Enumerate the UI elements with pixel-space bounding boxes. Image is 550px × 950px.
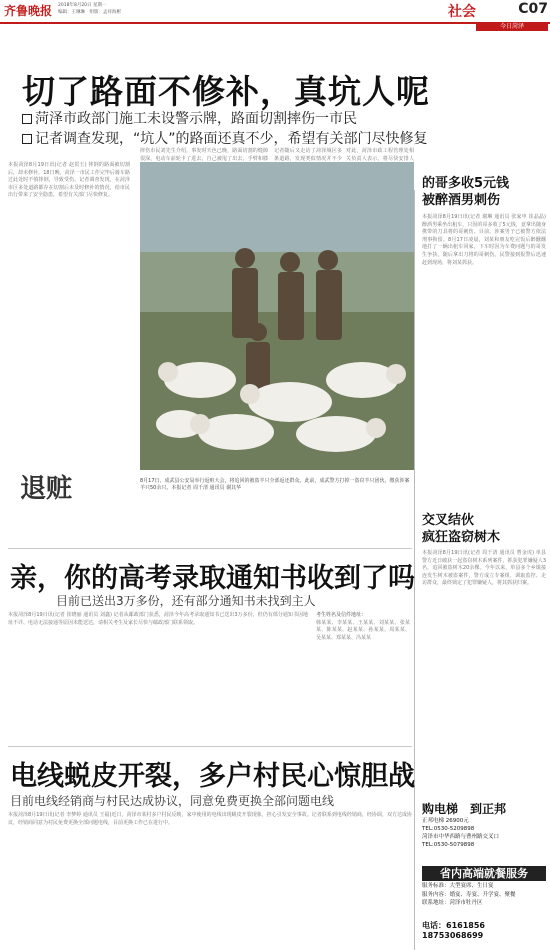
checkbox-bullet-icon xyxy=(22,134,32,144)
side1-headline-line1: 的哥多收5元钱 xyxy=(422,176,510,191)
elevator-ad-line3: 菏泽市中华西路与曹州路交叉口 xyxy=(422,834,500,840)
section-name: 社会 xyxy=(448,4,476,20)
lead-deck-1 xyxy=(22,108,357,128)
exam-names xyxy=(316,612,410,736)
section-rule xyxy=(8,746,412,747)
side1-headline xyxy=(422,175,546,209)
exam-deck: 目前已送出3万多份，还有部分通知书未找到主人 xyxy=(56,594,316,608)
deck-text: 菏泽市政部门施工未设警示牌，路面切割摔伤一市民 xyxy=(35,111,357,127)
date-line xyxy=(58,2,158,16)
lead-body-col1: 本报菏泽8月19日讯(记者 赵贯玉) 摔倒的路面被切割后，却未修补。18日晚，菏泽一市民工作完毕后骑车路过此处时不慎摔倒，导致受伤。记者调查发现，在菏泽市区多处道路都存在切割后未及时修补的情况，给市民出行带来了安全隐患，希望有关部门尽快修复。 xyxy=(8,162,130,199)
section-tag: 今日菏泽 xyxy=(476,23,548,31)
photo-scene xyxy=(140,162,414,470)
lead-body-col2: 摔伤市民刘先生介绍，事发时天色已晚，路面切割的缝隙很深，电动车前轮卡了进去，自己被甩了出去，手臂和膝 xyxy=(140,148,268,162)
checkbox-bullet-icon xyxy=(22,114,32,124)
wire-headline: 电线蜕皮开裂，多户村民心惊胆战 xyxy=(10,761,415,792)
dining-ad-body xyxy=(422,882,546,908)
side2-body: 本报菏泽8月19日讯(记者 周千清 通讯员 曹金虎) 单县警方近日破获一起盗窃树木系列案件，抓获犯罪嫌疑人3名，追回被盗树木20余棵。今年以来，单县多个乡镇接连发生树木被盗案件，警方成立专案组，调取监控、走访群众，最终锁定了犯罪嫌疑人，将其抓获归案。 xyxy=(422,550,546,587)
lead-deck-2 xyxy=(22,128,428,148)
lead-body-col3: 记者随后又走访了菏泽城区多条道路，发现类似情况并不少 xyxy=(274,148,342,162)
dining-ad-title: 省内高端就餐服务 xyxy=(422,866,546,881)
wire-body: 本报菏泽8月19日讯(记者 李梦婷 通讯员 王福)近日，菏泽市某村多户村民反映，家中使用的电线出现蜕皮开裂现象，担心引发安全事故。记者联系到电线经销商，经协调，双方达成协议，经销商同意为村民免费更换全部问题电线，目前更换工作已在进行中。 xyxy=(8,812,412,826)
exam-body: 本报菏泽8月19日讯(记者 崔晓丽 通讯员 刘鑫) 记者从邮政部门获悉，菏泽今年高考录取通知书已送出3万多份，但仍有部分通知书因地址不详、电话无法接通等原因未能送达，请相关考生及家长尽快与邮政部门联系领取。 xyxy=(8,612,308,626)
photo-caption: 8月17日，成武县公安局举行返赃大会，将追回的被盗羊只全部返还群众。此前，成武警方打掉一盗窃羊只团伙，缴获涉案羊只50余只。本报记者 周千清 通讯员 谢其华 xyxy=(140,478,410,492)
exam-names-label: 考生姓名及信件地址： xyxy=(316,612,367,618)
dining-ad-phone: 电话：6161856 18753068699 xyxy=(422,921,493,940)
side1-body: 本报菏泽8月19日讯(记者 谢琳 通讯员 张家申 崔晶晶) 醉酒男乘坐出租车，只因的哥多收了5元钱，竟拿出随身携带的刀具将的哥刺伤。目前，涉案男子已被警方依法刑事拘留。8月17日凌晨，刘某和朋友吃完饭后醉醺醺地打了一辆出租车回家，下车时因为车费问题与的哥发生争执，随后拿出刀将的哥刺伤。民警接到报警后迅速赶到现场，将刘某抓获。 xyxy=(422,214,546,266)
elevator-ad-line1: 正邦电梯 26900元 xyxy=(422,818,469,824)
photo-title: 退赃 xyxy=(20,474,73,504)
page-number: C07 xyxy=(518,1,548,17)
paper-name: 齐鲁晚报 xyxy=(4,4,53,18)
exam-names-list: 韩某某、李某某、王某某、刘某某、张某某、陈某某、赵某某、孙某某、周某某、吴某某、郑某某、冯某某 xyxy=(316,619,410,641)
deck-text: 记者调查发现，“坑人”的路面还真不少，希望有关部门尽快修复 xyxy=(35,131,428,147)
side2-headline-line2: 疯狂盗窃树木 xyxy=(422,530,501,545)
wire-deck: 目前电线经销商与村民达成协议，同意免费更换全部问题电线 xyxy=(10,794,335,808)
lead-headline: 切了路面不修补，真坑人呢 xyxy=(22,72,430,111)
section-rule xyxy=(8,548,412,549)
elevator-ad-title: 购电梯 到正邦 xyxy=(422,802,507,816)
side2-headline-line1: 交叉结伙 xyxy=(422,513,475,528)
exam-headline: 亲，你的高考录取通知书收到了吗 xyxy=(10,563,415,594)
masthead-bar xyxy=(0,0,550,24)
side2-headline xyxy=(422,512,546,546)
elevator-ad-line4: TEL:0530-5079898 xyxy=(422,842,475,848)
elevator-ad-line2: TEL:0530-5209898 xyxy=(422,826,475,832)
dining-ad-line2: 服务内容：婚宴、寿宴、升学宴、聚餐 xyxy=(422,891,516,898)
issue-date: 2018年8月20日 星期一 xyxy=(58,3,107,8)
editor-line: 编辑：王琳琳 组版：孟祥海彬 xyxy=(58,10,121,15)
news-photo xyxy=(140,162,414,470)
dining-ad-line3: 联系地址：菏泽市牡丹区 xyxy=(422,900,483,906)
side1-headline-line2: 被醉酒男刺伤 xyxy=(422,193,501,208)
dining-ad-line1: 服务标准：大型宴席、生日宴 xyxy=(422,883,494,889)
elevator-ad xyxy=(422,800,546,860)
lead-body-col4: 对此，菏泽市政工程管理处相关负责人表示，将尽快安排人 xyxy=(346,148,414,162)
